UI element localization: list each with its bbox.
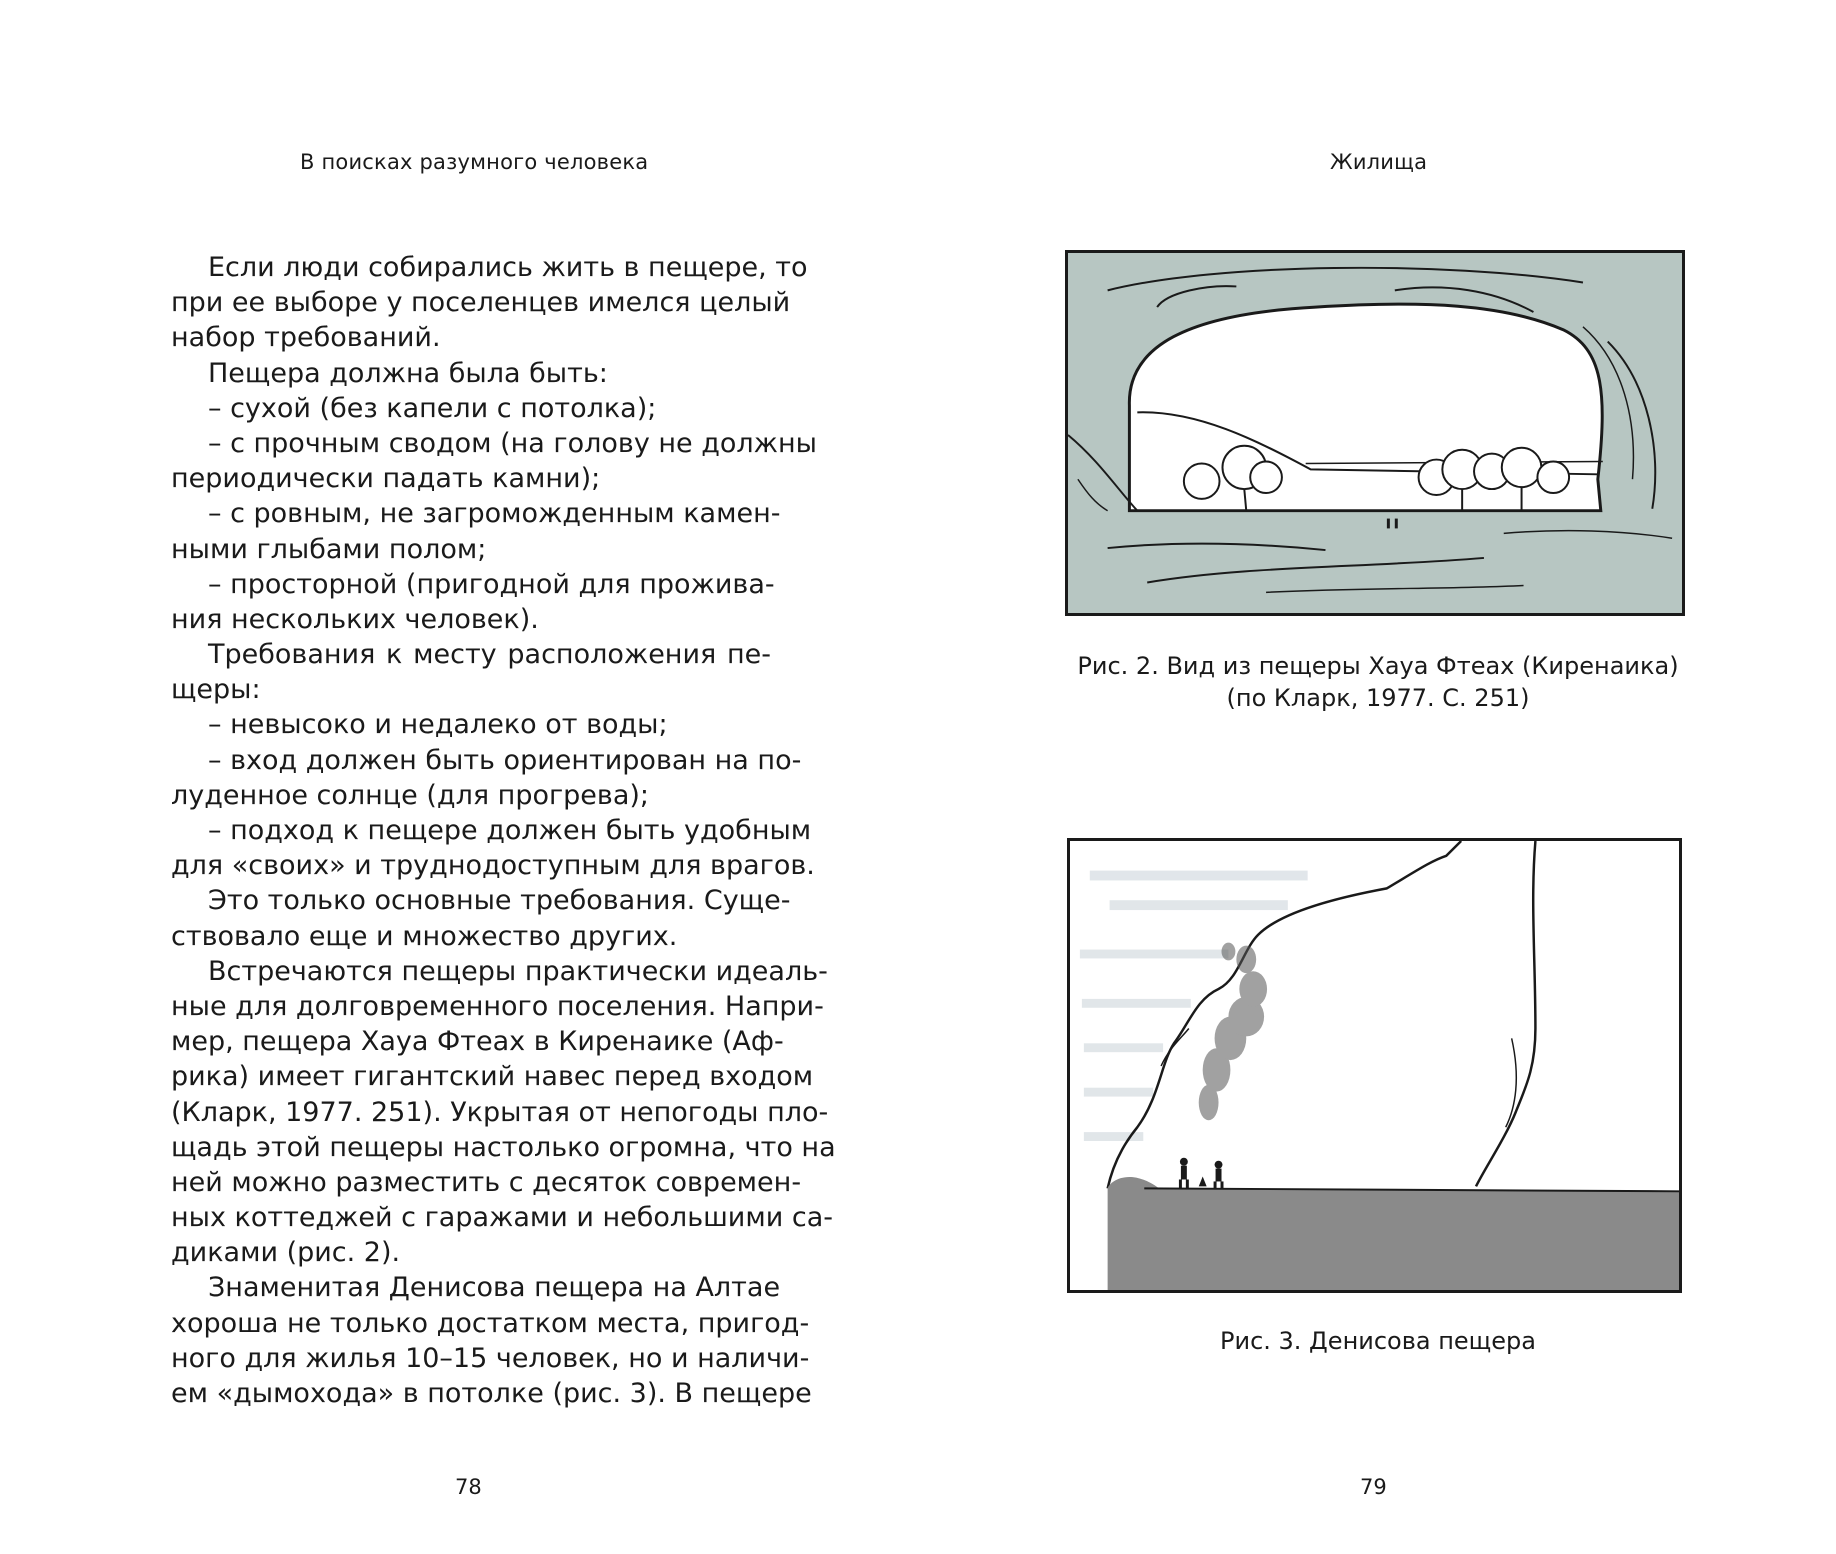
text-line: Знаменитая Денисова пещера на Алтае xyxy=(208,1272,781,1304)
body-text xyxy=(171,250,836,1411)
text-line: – с прочным сводом (на голову не должны xyxy=(208,427,817,459)
figure-2-caption-line-2: (по Кларк, 1977. С. 251) xyxy=(1226,684,1530,712)
text-line: луденное солнце (для прогрева); xyxy=(171,779,649,811)
text-line: при ее выборе у поселенцев имелся целый xyxy=(171,287,791,319)
text-line: ных коттеджей с гаражами и небольшими са- xyxy=(171,1202,833,1234)
text-line: мер, пещера Хауа Фтеах в Киренаике (Аф- xyxy=(171,1026,784,1058)
figure-3-caption-line: Рис. 3. Денисова пещера xyxy=(1220,1327,1536,1355)
text-line: ней можно разместить с десяток современ- xyxy=(171,1166,802,1198)
text-line: ствовало еще и множество других. xyxy=(171,920,678,952)
text-line: ем «дымохода» в потолке (рис. 3). В пещере xyxy=(171,1378,812,1409)
figure-3-denisova-cave xyxy=(1067,838,1682,1293)
text-line: Требования к месту расположения пе- xyxy=(208,639,771,671)
text-line: рика) имеет гигантский навес перед входом xyxy=(171,1061,814,1093)
text-line: хороша не только достатком места, пригод- xyxy=(171,1307,810,1339)
text-line: ными глыбами полом; xyxy=(171,533,487,565)
cave-view-illustration xyxy=(1068,253,1682,613)
figure-2-cave-view xyxy=(1065,250,1685,616)
text-line: щадь этой пещеры настолько огромна, что на xyxy=(171,1131,836,1163)
text-line: ния нескольких человек). xyxy=(171,603,539,635)
text-line: для «своих» и труднодоступным для врагов. xyxy=(171,850,815,882)
running-head-right: Жилища xyxy=(1330,150,1428,174)
text-line: Пещера должна была быть: xyxy=(208,357,608,389)
denisova-cave-illustration xyxy=(1070,841,1679,1290)
text-line: периодически падать камни); xyxy=(171,463,601,495)
text-line: Встречаются пещеры практически идеаль- xyxy=(208,955,828,987)
figure-3-caption xyxy=(1058,1325,1698,1357)
text-line: набор требований. xyxy=(171,322,441,354)
text-line: – вход должен быть ориентирован на по- xyxy=(208,744,802,776)
right-page xyxy=(918,0,1836,1554)
page-number-right: 79 xyxy=(1360,1475,1387,1499)
text-line: щеры: xyxy=(171,674,261,706)
text-line: ные для долговременного поселения. Напри- xyxy=(171,990,824,1022)
text-line: – подход к пещере должен быть удобным xyxy=(208,815,812,846)
text-line: – с ровным, не загроможденным камен- xyxy=(208,498,781,530)
figure-2-caption xyxy=(1058,650,1698,714)
text-line: Если люди собирались жить в пещере, то xyxy=(208,252,808,283)
text-line: Это только основные требования. Суще- xyxy=(208,885,791,917)
text-line: (Кларк, 1977. 251). Укрытая от непогоды пло- xyxy=(171,1096,829,1128)
figure-2-caption-line-1: Рис. 2. Вид из пещеры Хауа Фтеах (Киренаика) xyxy=(1077,652,1679,680)
text-line: ного для жилья 10–15 человек, но и наличи- xyxy=(171,1342,810,1374)
text-line: – сухой (без капели с потолка); xyxy=(208,392,657,424)
text-line: – просторной (пригодной для прожива- xyxy=(208,568,775,600)
text-line: – невысоко и недалеко от воды; xyxy=(208,709,668,741)
page-number-left: 78 xyxy=(455,1475,482,1499)
text-line: диками (рис. 2). xyxy=(171,1237,401,1269)
running-head-left: В поисках разумного человека xyxy=(300,150,649,174)
